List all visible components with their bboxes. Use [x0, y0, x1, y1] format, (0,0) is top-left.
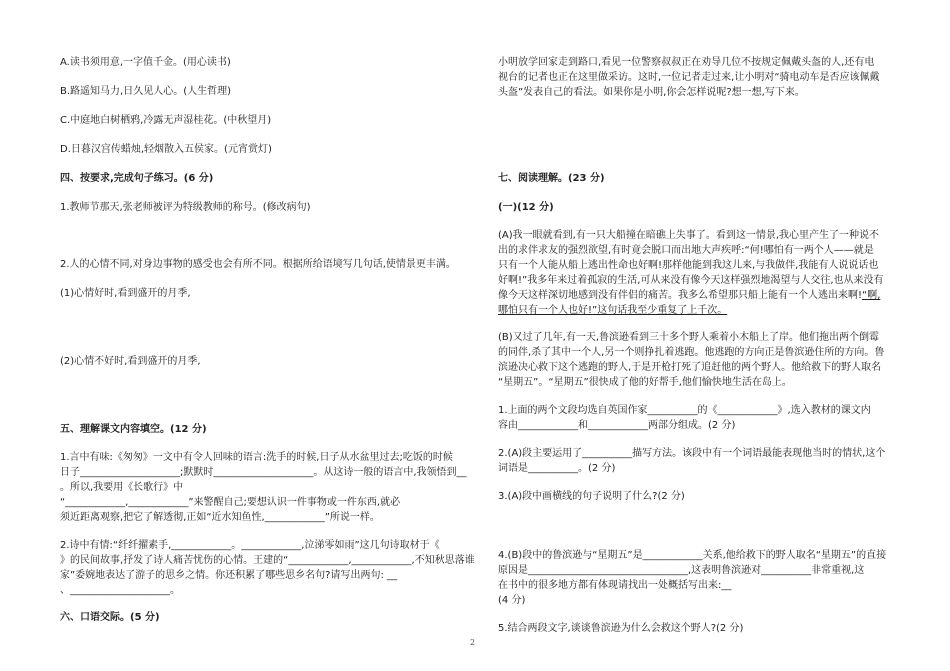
section-5-title: 五、理解课文内容填空。(12 分)	[60, 424, 207, 435]
passage-a-line	[498, 288, 898, 303]
underlined-sentence: “啊,	[862, 290, 881, 301]
question-3: 3.(A)段中画横线的句子说明了什么?(2 分)	[498, 491, 685, 502]
passage-a-line: 好啊!”我多年来过着孤寂的生活,可从来没有像今天这样强烈地渴望与人交往,也从来没有	[498, 275, 884, 286]
page-number: 2	[470, 638, 476, 647]
s5-q1-line: 须近距离观察,把它了解透彻,正如“近水知鱼性,____________”所说一样。	[60, 512, 380, 523]
s6-prompt-line: 小明放学回家走到路口,看见一位警察叔叔正在劝导几位不按规定佩戴头盔的人,还有电	[498, 57, 875, 68]
section-7-title: 七、阅读理解。(23 分)	[498, 173, 605, 184]
passage-b-line: 的同伴,杀了其中一个人,另一个则挣扎着逃跑。他逃跑的方向正是鲁滨逊住所的方向。鲁	[498, 347, 885, 358]
option-b: B.路遥知马力,日久见人心。(人生哲理)	[60, 86, 232, 97]
question-4-line: (4 分)	[498, 595, 526, 606]
passage-b-line: 滨逊决心救下这个逃跑的野人,于是开枪打死了追赶他的两个野人。他给救下的野人取名	[498, 362, 882, 373]
section-4-title: 四、按要求,完成句子练习。(6 分)	[60, 173, 214, 184]
s5-q2-line: 》的民间故事,抒发了诗人痛苦忧伤的心情。王建的“____________,____________,不知秋思落谁	[60, 555, 475, 566]
s6-prompt-line: 头盔”发表自己的看法。如果你是小明,你会怎样说呢?想一想,写下来。	[498, 87, 805, 98]
passage-b-line: (B)又过了几年,有一天,鲁滨逊看到三十多个野人乘着小木船上了岸。他们拖出两个倒霉	[498, 332, 880, 343]
s4-question-2a: (1)心情好时,看到盛开的月季,	[60, 288, 191, 299]
passage-a-text: 像今天这样深切地感到没有伴侣的痛苦。我多么希望那只船上能有一个人逃出来啊!	[498, 290, 863, 301]
s6-prompt-line: 视台的记者也正在这里做采访。这时,一位记者走过来,让小明对“骑电动车是否应该佩戴	[498, 72, 880, 83]
passage-b-line: “星期五”。“星期五”很快成了他的好帮手,他们愉快地生活在岛上。	[498, 377, 792, 388]
passage-a-line: 只有一个人能从船上逃出性命也好啊!那样他能到我这儿来,与我做伴,我能有人说说话也	[498, 260, 879, 271]
question-5: 5.结合两段文字,谈谈鲁滨逊为什么会救这个野人?(2 分)	[498, 623, 744, 634]
passage-a-line: 出的求伴求友的强烈欲望,有时竟会脱口而出地大声疾呼:“何!哪怕有一两个人——就是	[498, 245, 874, 256]
s5-q2-line: 2.诗中有情:“纤纤擢素手,____________。____________,泣涕零如雨”这几句诗取材于《	[60, 540, 440, 551]
passage-a-line: (A)我一眼就看到,有一只大船撞在暗礁上失事了。看到这一情景,我心里产生了一种说不	[498, 230, 880, 241]
section-6-title: 六、口语交际。(5 分)	[60, 612, 160, 623]
s5-q2-line: 、____________________。	[60, 585, 180, 596]
s5-q1-line: “____________,____________”来警醒自己;要想认识一件事物或一件东西,就必	[60, 497, 401, 508]
option-a: A.读书须用意,一字值千金。(用心读书)	[60, 57, 231, 68]
question-2-line: 词语是__________。(2 分)	[498, 463, 616, 474]
question-1-line: 1.上面的两个文段均选自英国作家__________的《____________》,选入教材的课文内	[498, 405, 871, 416]
question-2-line: 2.(A)段主要运用了__________描写方法。该段中有一个词语最能表现他当时的情状,这个	[498, 448, 886, 459]
question-4-line: 4.(B)段中的鲁滨逊与“星期五”是____________关系,他给救下的野人取名“星期五”的直接	[498, 550, 887, 561]
question-4-line: 在书中的很多地方都有体现请找出一处概括写出来:__	[498, 580, 732, 591]
question-1-line: 容由____________和____________两部分组成。(2 分)	[498, 420, 736, 431]
s4-question-2b: (2)心情不好时,看到盛开的月季,	[60, 356, 201, 367]
section-7-subtitle: (一)(12 分)	[498, 202, 554, 213]
s4-question-2: 2.人的心情不同,对身边事物的感受也会有所不同。根据所给语境写几句话,使情景更丰满。	[60, 259, 456, 270]
s5-q1-line: 日子____________________;默默时____________________。从这诗一般的语言中,我领悟到__	[60, 467, 467, 478]
option-c: C.中庭地白树栖鸦,冷露无声湿桂花。(中秋望月)	[60, 115, 272, 126]
passage-a-line	[498, 303, 898, 318]
s5-q1-line: 。所以,我要用《长歌行》中	[60, 482, 184, 493]
question-4-line: 原因是________________________________,这表明鲁滨逊对__________非常重视,这	[498, 565, 865, 576]
s4-question-1: 1.教师节那天,张老师被评为特级教师的称号。(修改病句)	[60, 202, 311, 213]
s5-q2-line: 家”委婉地表达了游子的思乡之情。你还积累了哪些思乡名句?请写出两句: __	[60, 570, 398, 581]
option-d: D.日暮汉宫传蜡烛,轻烟散入五侯家。(元宵赏灯)	[60, 144, 272, 155]
s5-q1-line: 1.言中有味:《匆匆》一文中有令人回味的语言:洗手的时候,日子从水盆里过去;吃饭的时候	[60, 452, 453, 463]
underlined-sentence: 哪怕只有一个人也好!”这句话我至少重复了上千次。	[498, 305, 728, 316]
